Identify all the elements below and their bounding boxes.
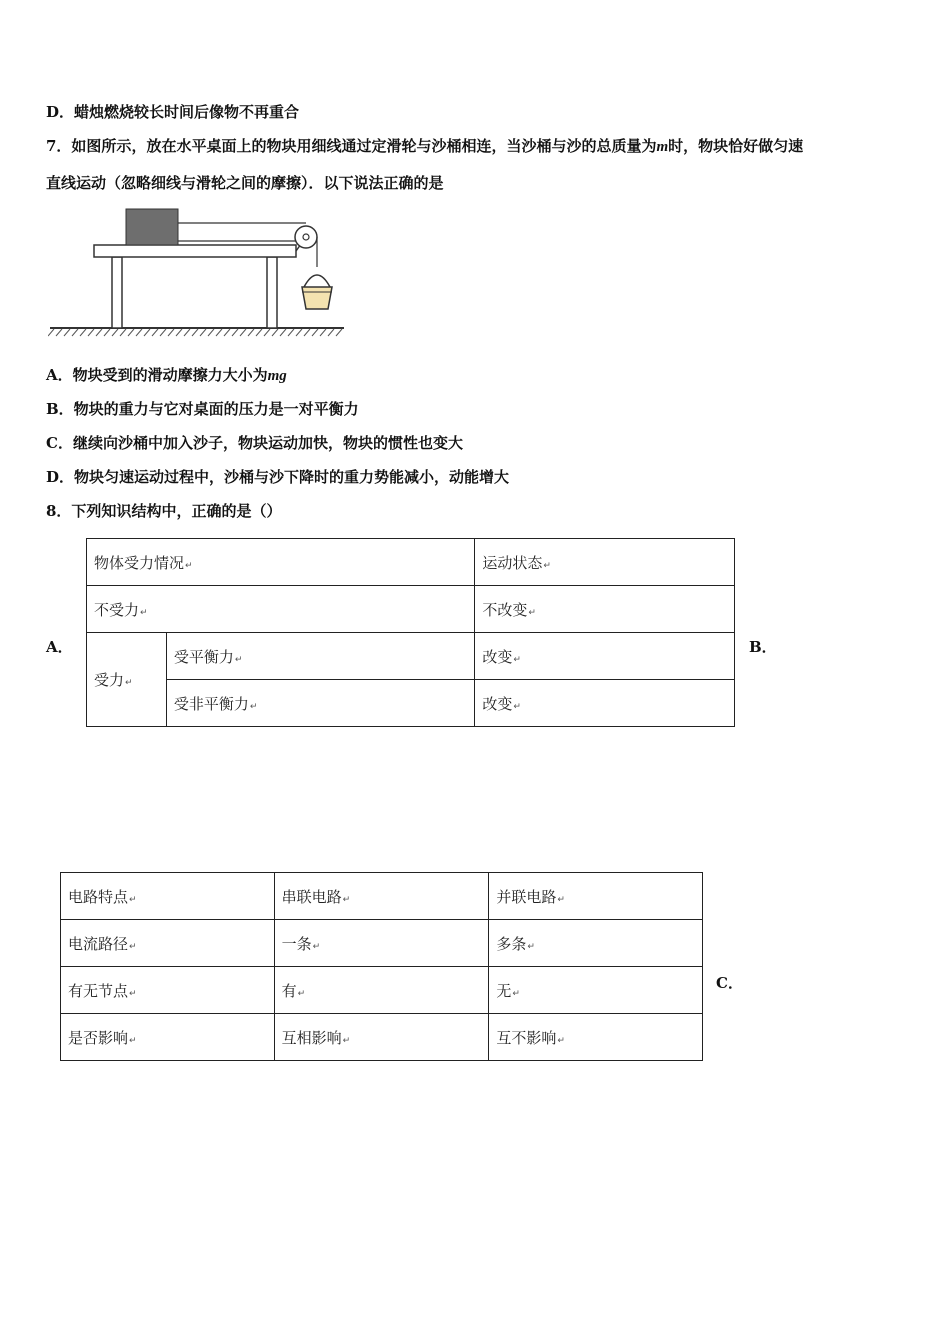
table-row — [87, 633, 735, 680]
table-cell: 有↵ — [274, 967, 489, 1014]
q7-option-d: D．物块匀速运动过程中，沙桶与沙下降时的重力势能减小，动能增大 — [46, 468, 510, 486]
q8-option-b-label: B． — [749, 638, 777, 656]
q7-stem-line1 — [46, 136, 803, 157]
table-cell: 有无节点↵ — [61, 967, 275, 1014]
table-row — [61, 1014, 703, 1061]
table-cell: 多条↵ — [489, 920, 703, 967]
table-cell: 电流路径↵ — [61, 920, 275, 967]
table-cell: 串联电路↵ — [274, 873, 489, 920]
table-cell: 受力↵ — [87, 633, 167, 727]
table-cell: 改变↵ — [475, 680, 735, 727]
table-cell: 改变↵ — [475, 633, 735, 680]
table-row — [61, 920, 703, 967]
table-row — [87, 586, 735, 633]
q7-stem-line2: 直线运动（忽略细线与滑轮之间的摩擦）．以下说法正确的是 — [46, 174, 444, 192]
q7-option-a — [46, 365, 287, 386]
table-cell: 不改变↵ — [475, 586, 735, 633]
table-cell: 运动状态↵ — [475, 539, 735, 586]
table-cell: 受平衡力↵ — [166, 633, 475, 680]
table-cell: 互相影响↵ — [274, 1014, 489, 1061]
q7-option-a-variable: mg — [267, 368, 287, 384]
table-row — [87, 539, 735, 586]
table-row — [61, 873, 703, 920]
q7-option-c: C．继续向沙桶中加入沙子，物块运动加快，物块的惯性也变大 — [46, 434, 463, 452]
q7-stem-part1: 7．如图所示，放在水平桌面上的物块用细线通过定滑轮与沙桶相连，当沙桶与沙的总质量为 — [46, 137, 657, 155]
force-motion-table — [86, 538, 735, 727]
circuit-table — [60, 872, 703, 1061]
q7-option-b: B．物块的重力与它对桌面的压力是一对平衡力 — [46, 400, 359, 418]
q7-option-a-text: A．物块受到的滑动摩擦力大小为 — [46, 366, 268, 384]
q7-stem-variable: m — [656, 139, 669, 155]
q8-option-a-label: A． — [46, 638, 73, 656]
table-row — [61, 967, 703, 1014]
table-cell: 并联电路↵ — [489, 873, 703, 920]
table-cell: 无↵ — [489, 967, 703, 1014]
table-cell: 是否影响↵ — [61, 1014, 275, 1061]
table-cell: 物体受力情况↵ — [87, 539, 475, 586]
table-cell: 不受力↵ — [87, 586, 475, 633]
q8-option-c-label: C． — [716, 974, 743, 992]
table-row — [87, 680, 735, 727]
q8-stem: 8．下列知识结构中，正确的是（） — [46, 502, 282, 520]
table-cell: 受非平衡力↵ — [166, 680, 475, 727]
table-cell: 互不影响↵ — [489, 1014, 703, 1061]
table-cell: 一条↵ — [274, 920, 489, 967]
table-cell: 电路特点↵ — [61, 873, 275, 920]
table-pulley-figure — [48, 205, 348, 340]
q6-option-d: D．蜡烛燃烧较长时间后像物不再重合 — [46, 103, 300, 121]
q7-stem-part2: 时，物块恰好做匀速 — [668, 137, 804, 155]
